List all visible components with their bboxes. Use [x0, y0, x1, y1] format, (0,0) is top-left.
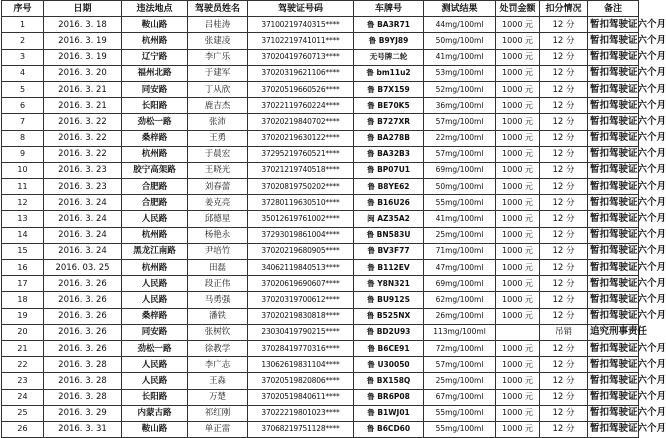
cell-seq: 15: [2, 243, 44, 259]
cell-test-result: 41mg/100ml: [424, 49, 496, 65]
cell-location: 劲松一路: [122, 114, 188, 130]
cell-seq: 21: [2, 340, 44, 356]
cell-points: 12 分: [540, 98, 588, 114]
cell-note: 暂扣驾驶证六个月: [588, 162, 639, 178]
cell-license-number: 37293019861004****: [248, 227, 354, 243]
cell-test-result: 55mg/100ml: [424, 195, 496, 211]
cell-plate: 鲁 B112EV: [354, 260, 424, 276]
cell-date: 2016. 3. 26: [44, 340, 122, 356]
cell-seq: 12: [2, 195, 44, 211]
cell-plate: 鲁 B16U26: [354, 195, 424, 211]
cell-license-number: 37020519840611****: [248, 389, 354, 405]
table-row: [2, 243, 639, 259]
cell-seq: 19: [2, 308, 44, 324]
cell-date: 2016. 3. 26: [44, 324, 122, 340]
table-header-row: [2, 1, 639, 17]
table-row: [2, 17, 639, 33]
cell-date: 2016. 3. 28: [44, 389, 122, 405]
cell-date: 2016. 3. 19: [44, 49, 122, 65]
cell-note: 暂扣驾驶证六个月: [588, 17, 639, 33]
cell-seq: 2: [2, 33, 44, 49]
cell-location: 杭州路: [122, 33, 188, 49]
cell-test-result: 69mg/100ml: [424, 276, 496, 292]
cell-plate: 鲁 B8YE62: [354, 179, 424, 195]
table-row: [2, 33, 639, 49]
cell-points: 12 分: [540, 340, 588, 356]
cell-location: 桑梓路: [122, 308, 188, 324]
cell-driver-name: 王勇: [188, 130, 248, 146]
cell-license-number: 37100219740315****: [248, 17, 354, 33]
cell-location: 杭州路: [122, 146, 188, 162]
cell-license-number: 37020319700612****: [248, 292, 354, 308]
cell-date: 2016. 3. 26: [44, 308, 122, 324]
cell-driver-name: 徐教学: [188, 340, 248, 356]
cell-location: 黑龙江南路: [122, 243, 188, 259]
cell-fine: 1000 元: [496, 243, 540, 259]
cell-plate: 鲁 BA3R71: [354, 17, 424, 33]
cell-location: 劲松一路: [122, 340, 188, 356]
cell-test-result: 113mg/100ml: [424, 324, 496, 340]
cell-driver-name: 潘铁: [188, 308, 248, 324]
cell-seq: 7: [2, 114, 44, 130]
cell-note: 暂扣驾驶证六个月: [588, 49, 639, 65]
cell-driver-name: 于晨宏: [188, 146, 248, 162]
cell-license-number: 37020219680905****: [248, 243, 354, 259]
cell-driver-name: 马勇强: [188, 292, 248, 308]
cell-location: 杭州路: [122, 227, 188, 243]
cell-license-number: 37020819750202****: [248, 179, 354, 195]
cell-points: 12 分: [540, 49, 588, 65]
table-row: [2, 162, 639, 178]
cell-test-result: 57mg/100ml: [424, 114, 496, 130]
cell-fine: 1000 元: [496, 130, 540, 146]
cell-points: 12 分: [540, 65, 588, 81]
cell-location: 人民路: [122, 373, 188, 389]
cell-location: 合肥路: [122, 179, 188, 195]
cell-driver-name: 王晓光: [188, 162, 248, 178]
header-note: 备注: [588, 1, 639, 17]
table-row: [2, 340, 639, 356]
cell-driver-name: 吕桂涛: [188, 17, 248, 33]
cell-test-result: 55mg/100ml: [424, 421, 496, 437]
table-row: [2, 195, 639, 211]
table-row: [2, 405, 639, 421]
cell-location: 人民路: [122, 292, 188, 308]
cell-fine: 1000 元: [496, 227, 540, 243]
cell-date: 2016. 3. 29: [44, 405, 122, 421]
cell-plate: 鲁 BE70K5: [354, 98, 424, 114]
cell-fine: 1000 元: [496, 195, 540, 211]
cell-date: 2016. 03. 25: [44, 260, 122, 276]
cell-note: 暂扣驾驶证六个月: [588, 114, 639, 130]
cell-plate: 鲁 B525NX: [354, 308, 424, 324]
cell-seq: 23: [2, 373, 44, 389]
cell-driver-name: 祁红刚: [188, 405, 248, 421]
cell-test-result: 69mg/100ml: [424, 162, 496, 178]
cell-driver-name: 张树钦: [188, 324, 248, 340]
cell-date: 2016. 3. 18: [44, 17, 122, 33]
cell-plate: 鲁 B7X159: [354, 81, 424, 97]
cell-license-number: 34062119840513****: [248, 260, 354, 276]
cell-license-number: 35012619761002****: [248, 211, 354, 227]
cell-seq: 16: [2, 260, 44, 276]
cell-fine: 1000 元: [496, 292, 540, 308]
cell-plate: 鲁 BD2U93: [354, 324, 424, 340]
cell-seq: 20: [2, 324, 44, 340]
cell-date: 2016. 3. 24: [44, 243, 122, 259]
cell-note: 暂扣驾驶证六个月: [588, 243, 639, 259]
cell-test-result: 57mg/100ml: [424, 357, 496, 373]
cell-points: 12 分: [540, 405, 588, 421]
cell-plate: 鲁 BR6P08: [354, 389, 424, 405]
cell-seq: 3: [2, 49, 44, 65]
cell-plate: 无号牌二轮: [354, 49, 424, 65]
table-row: [2, 373, 639, 389]
cell-date: 2016. 3. 21: [44, 81, 122, 97]
cell-seq: 24: [2, 389, 44, 405]
cell-driver-name: 鹿吉杰: [188, 98, 248, 114]
cell-driver-name: 万楚: [188, 389, 248, 405]
cell-license-number: 37020219830818****: [248, 308, 354, 324]
cell-plate: 鲁 BA278B: [354, 130, 424, 146]
cell-note: 暂扣驾驶证六个月: [588, 130, 639, 146]
cell-location: 长阳路: [122, 389, 188, 405]
cell-fine: 1000 元: [496, 405, 540, 421]
cell-location: 杭州路: [122, 260, 188, 276]
table-row: [2, 130, 639, 146]
violations-table: [1, 0, 666, 438]
cell-license-number: 37295219760521****: [248, 146, 354, 162]
cell-test-result: 36mg/100ml: [424, 98, 496, 114]
cell-test-result: 57mg/100ml: [424, 146, 496, 162]
cell-note: 暂扣驾驶证六个月: [588, 276, 639, 292]
cell-fine: 1000 元: [496, 276, 540, 292]
cell-driver-name: 尹培竹: [188, 243, 248, 259]
cell-plate: 鲁 BU912S: [354, 292, 424, 308]
table-row: [2, 49, 639, 65]
header-test-result: 测试结果: [424, 1, 496, 17]
cell-points: 12 分: [540, 81, 588, 97]
cell-fine: 1000 元: [496, 81, 540, 97]
cell-points: 12 分: [540, 308, 588, 324]
cell-note: 暂扣驾驶证六个月: [588, 308, 639, 324]
cell-license-number: 37028419770316****: [248, 340, 354, 356]
table-body: [2, 17, 666, 438]
cell-driver-name: 王淼: [188, 373, 248, 389]
cell-location: 福州北路: [122, 65, 188, 81]
cell-note: 暂扣驾驶证六个月: [588, 357, 639, 373]
cell-seq: 22: [2, 357, 44, 373]
cell-date: 2016. 3. 24: [44, 211, 122, 227]
cell-points: 12 分: [540, 146, 588, 162]
cell-license-number: 37020419760713****: [248, 49, 354, 65]
cell-driver-name: 邱德星: [188, 211, 248, 227]
cell-plate: 鲁 bm11u2: [354, 65, 424, 81]
cell-seq: 8: [2, 130, 44, 146]
table-row: [2, 65, 639, 81]
cell-license-number: 37020519820806****: [248, 373, 354, 389]
cell-license-number: 37068219751128****: [248, 421, 354, 437]
cell-location: 内蒙古路: [122, 405, 188, 421]
cell-license-number: 37020219840702****: [248, 114, 354, 130]
cell-location: 胶宁高架路: [122, 162, 188, 178]
cell-fine: 1000 元: [496, 98, 540, 114]
cell-fine: 1000 元: [496, 49, 540, 65]
cell-test-result: 25mg/100ml: [424, 227, 496, 243]
cell-fine: 1000 元: [496, 389, 540, 405]
cell-test-result: 26mg/100ml: [424, 308, 496, 324]
cell-points: 12 分: [540, 389, 588, 405]
cell-note: 暂扣驾驶证六个月: [588, 81, 639, 97]
cell-seq: 9: [2, 146, 44, 162]
cell-test-result: 44mg/100ml: [424, 17, 496, 33]
cell-note: 暂扣驾驶证六个月: [588, 211, 639, 227]
cell-date: 2016. 3. 24: [44, 195, 122, 211]
cell-license-number: 23030419790215****: [248, 324, 354, 340]
cell-note: 暂扣驾驶证六个月: [588, 179, 639, 195]
table-row: [2, 324, 639, 340]
cell-location: 辽宁路: [122, 49, 188, 65]
cell-driver-name: 张沛: [188, 114, 248, 130]
cell-fine: 1000 元: [496, 308, 540, 324]
cell-test-result: 41mg/100ml: [424, 211, 496, 227]
cell-seq: 18: [2, 292, 44, 308]
header-points: 扣分情况: [540, 1, 588, 17]
header-location: 违法地点: [122, 1, 188, 17]
cell-test-result: 67mg/100ml: [424, 389, 496, 405]
cell-date: 2016. 3. 23: [44, 162, 122, 178]
cell-driver-name: 丁从欣: [188, 81, 248, 97]
cell-fine: 1000 元: [496, 421, 540, 437]
cell-points: 12 分: [540, 17, 588, 33]
cell-test-result: 50mg/100ml: [424, 179, 496, 195]
cell-points: 吊销: [540, 324, 588, 340]
cell-fine: 1000 元: [496, 162, 540, 178]
header-plate: 车牌号: [354, 1, 424, 17]
table-row: [2, 421, 639, 437]
cell-plate: 鲁 B6CE91: [354, 340, 424, 356]
cell-date: 2016. 3. 28: [44, 357, 122, 373]
cell-plate: 鲁 BX158Q: [354, 373, 424, 389]
cell-seq: 11: [2, 179, 44, 195]
cell-note: 暂扣驾驶证六个月: [588, 405, 639, 421]
cell-date: 2016. 3. 31: [44, 421, 122, 437]
table-row: [2, 98, 639, 114]
cell-license-number: 37020319621106****: [248, 65, 354, 81]
header-seq: 序号: [2, 1, 44, 17]
cell-license-number: 13062619831104****: [248, 357, 354, 373]
cell-test-result: 62mg/100ml: [424, 292, 496, 308]
cell-driver-name: 杨艳永: [188, 227, 248, 243]
cell-date: 2016. 3. 19: [44, 33, 122, 49]
cell-plate: 鲁 B1WJ01: [354, 405, 424, 421]
cell-test-result: 72mg/100ml: [424, 340, 496, 356]
cell-seq: 14: [2, 227, 44, 243]
cell-plate: 闽 AZ35A2: [354, 211, 424, 227]
cell-note: 追究刑事责任: [588, 324, 639, 340]
cell-driver-name: 刘春蕾: [188, 179, 248, 195]
cell-fine: [496, 324, 540, 340]
cell-fine: 1000 元: [496, 179, 540, 195]
cell-driver-name: 姜克亮: [188, 195, 248, 211]
cell-seq: 17: [2, 276, 44, 292]
cell-fine: 1000 元: [496, 373, 540, 389]
cell-driver-name: 田磊: [188, 260, 248, 276]
cell-test-result: 25mg/100ml: [424, 373, 496, 389]
cell-driver-name: 单正雷: [188, 421, 248, 437]
cell-location: 同安路: [122, 324, 188, 340]
cell-fine: 1000 元: [496, 65, 540, 81]
table-row: [2, 308, 639, 324]
cell-seq: 26: [2, 421, 44, 437]
cell-fine: 1000 元: [496, 146, 540, 162]
table-row: [2, 146, 639, 162]
cell-points: 12 分: [540, 195, 588, 211]
cell-points: 12 分: [540, 292, 588, 308]
cell-test-result: 22mg/100ml: [424, 130, 496, 146]
cell-date: 2016. 3. 20: [44, 65, 122, 81]
cell-date: 2016. 3. 23: [44, 179, 122, 195]
cell-fine: 1000 元: [496, 260, 540, 276]
cell-test-result: 55mg/100ml: [424, 405, 496, 421]
cell-location: 鞍山路: [122, 421, 188, 437]
cell-driver-name: 李广乐: [188, 49, 248, 65]
cell-test-result: 53mg/100ml: [424, 65, 496, 81]
cell-plate: 鲁 BN583U: [354, 227, 424, 243]
cell-driver-name: 段正伟: [188, 276, 248, 292]
cell-fine: 1000 元: [496, 17, 540, 33]
cell-note: 暂扣驾驶证六个月: [588, 146, 639, 162]
cell-seq: 13: [2, 211, 44, 227]
cell-license-number: 37102219741011****: [248, 33, 354, 49]
cell-test-result: 52mg/100ml: [424, 81, 496, 97]
cell-seq: 5: [2, 81, 44, 97]
cell-seq: 10: [2, 162, 44, 178]
cell-plate: 鲁 BA32B3: [354, 146, 424, 162]
cell-note: 暂扣驾驶证六个月: [588, 389, 639, 405]
cell-license-number: 37020619690607****: [248, 276, 354, 292]
cell-driver-name: 张建凌: [188, 33, 248, 49]
cell-location: 桑梓路: [122, 130, 188, 146]
header-fine: 处罚金额: [496, 1, 540, 17]
header-date: 日期: [44, 1, 122, 17]
cell-points: 12 分: [540, 162, 588, 178]
cell-plate: 鲁 BV3F77: [354, 243, 424, 259]
cell-seq: 25: [2, 405, 44, 421]
cell-note: 暂扣驾驶证六个月: [588, 340, 639, 356]
cell-points: 12 分: [540, 130, 588, 146]
table-row: [2, 211, 639, 227]
cell-driver-name: 于建军: [188, 65, 248, 81]
cell-plate: 鲁 Y8N321: [354, 276, 424, 292]
cell-fine: 1000 元: [496, 114, 540, 130]
cell-note: 暂扣驾驶证六个月: [588, 33, 639, 49]
table-row: [2, 179, 639, 195]
cell-note: 暂扣驾驶证六个月: [588, 65, 639, 81]
cell-plate: 鲁 U30050: [354, 357, 424, 373]
table-row: [2, 292, 639, 308]
table-row: [2, 114, 639, 130]
cell-date: 2016. 3. 21: [44, 98, 122, 114]
cell-license-number: 37022219801023****: [248, 405, 354, 421]
cell-fine: 1000 元: [496, 33, 540, 49]
cell-location: 长阳路: [122, 98, 188, 114]
cell-points: 12 分: [540, 114, 588, 130]
cell-plate: 鲁 B6CD60: [354, 421, 424, 437]
cell-license-number: 37020519660526****: [248, 81, 354, 97]
cell-points: 12 分: [540, 211, 588, 227]
cell-location: 合肥路: [122, 195, 188, 211]
table-row: [2, 227, 639, 243]
cell-date: 2016. 3. 28: [44, 373, 122, 389]
header-license-number: 驾驶证号码: [248, 1, 354, 17]
cell-seq: 1: [2, 17, 44, 33]
table-row: [2, 260, 639, 276]
cell-date: 2016. 3. 22: [44, 130, 122, 146]
cell-plate: 鲁 B727XR: [354, 114, 424, 130]
cell-points: 12 分: [540, 227, 588, 243]
cell-date: 2016. 3. 22: [44, 146, 122, 162]
cell-date: 2016. 3. 24: [44, 227, 122, 243]
cell-plate: 鲁 B9YJ89: [354, 33, 424, 49]
cell-test-result: 47mg/100ml: [424, 260, 496, 276]
cell-location: 同安路: [122, 81, 188, 97]
cell-license-number: 37022119760224****: [248, 98, 354, 114]
cell-plate: 鲁 BP07U1: [354, 162, 424, 178]
cell-points: 12 分: [540, 421, 588, 437]
cell-test-result: 71mg/100ml: [424, 243, 496, 259]
cell-note: 暂扣驾驶证六个月: [588, 373, 639, 389]
cell-points: 12 分: [540, 33, 588, 49]
cell-date: 2016. 3. 26: [44, 276, 122, 292]
table-row: [2, 276, 639, 292]
cell-points: 12 分: [540, 243, 588, 259]
cell-points: 12 分: [540, 276, 588, 292]
cell-location: 人民路: [122, 211, 188, 227]
cell-points: 12 分: [540, 179, 588, 195]
cell-date: 2016. 3. 22: [44, 114, 122, 130]
cell-points: 12 分: [540, 357, 588, 373]
cell-license-number: 37020219630122****: [248, 130, 354, 146]
cell-fine: 1000 元: [496, 357, 540, 373]
cell-location: 鞍山路: [122, 17, 188, 33]
cell-note: 暂扣驾驶证六个月: [588, 227, 639, 243]
cell-test-result: 50mg/100ml: [424, 33, 496, 49]
cell-note: 暂扣驾驶证六个月: [588, 421, 639, 437]
table-row: [2, 81, 639, 97]
cell-license-number: 37280119630510****: [248, 195, 354, 211]
cell-license-number: 37021219740518****: [248, 162, 354, 178]
header-driver-name: 驾驶员姓名: [188, 1, 248, 17]
cell-note: 暂扣驾驶证六个月: [588, 195, 639, 211]
table-row: [2, 357, 639, 373]
cell-seq: 6: [2, 98, 44, 114]
cell-note: 暂扣驾驶证六个月: [588, 292, 639, 308]
cell-location: 人民路: [122, 276, 188, 292]
cell-driver-name: 李广志: [188, 357, 248, 373]
cell-fine: 1000 元: [496, 211, 540, 227]
cell-fine: 1000 元: [496, 340, 540, 356]
cell-location: 人民路: [122, 357, 188, 373]
cell-date: 2016. 3. 26: [44, 292, 122, 308]
cell-points: 12 分: [540, 373, 588, 389]
table-row: [2, 389, 639, 405]
cell-note: 暂扣驾驶证六个月: [588, 260, 639, 276]
cell-seq: 4: [2, 65, 44, 81]
cell-points: 12 分: [540, 260, 588, 276]
cell-note: 暂扣驾驶证六个月: [588, 98, 639, 114]
